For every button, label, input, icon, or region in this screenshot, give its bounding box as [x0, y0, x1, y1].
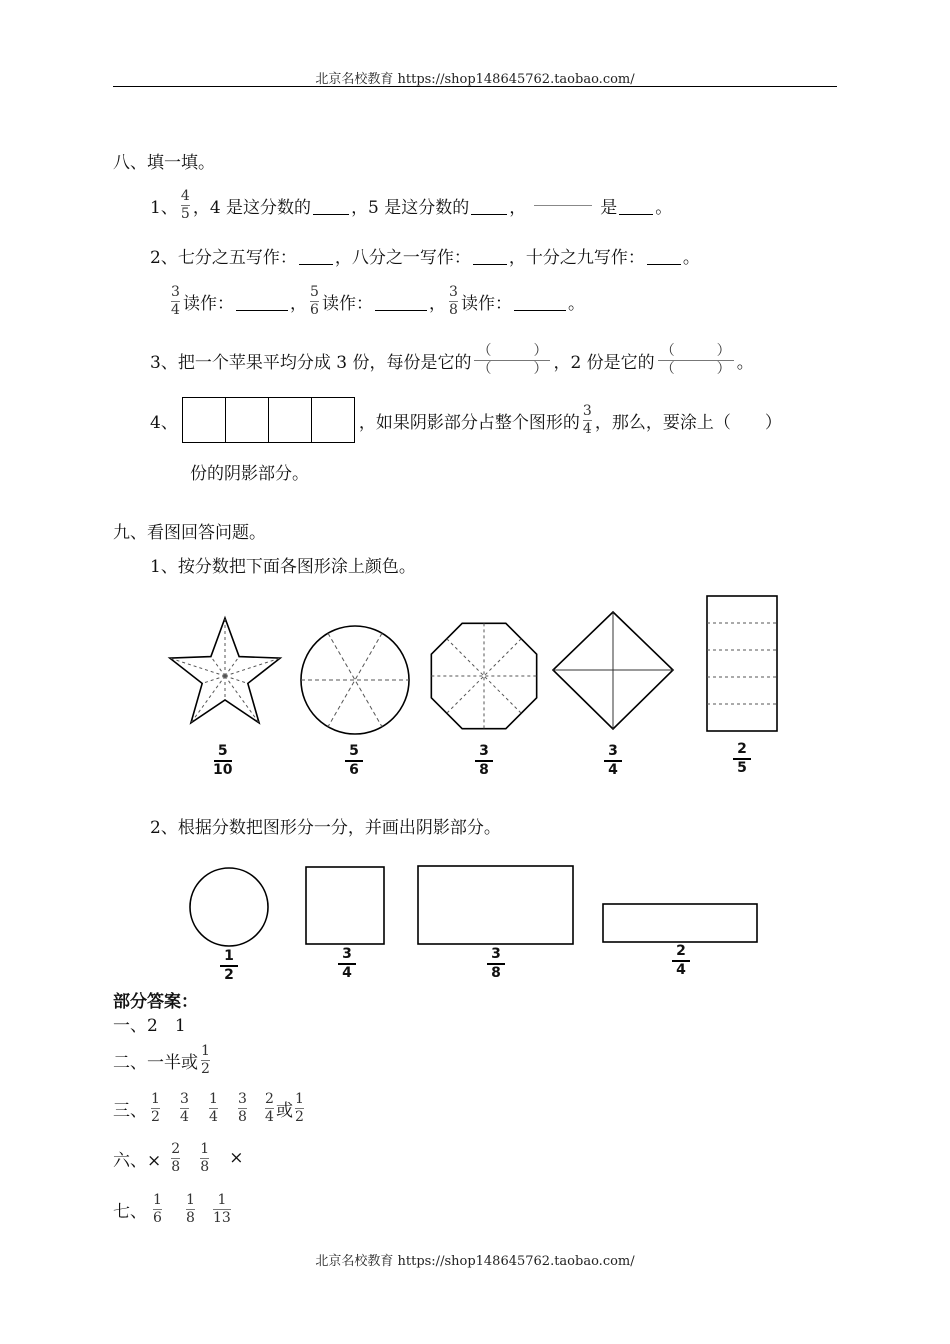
fraction: $\frac{3}{4}$: [171, 283, 180, 318]
q8-1: 1、 $\frac{4}{5}$ ，4 是这分数的 ，5 是这分数的 ， 是 。: [150, 187, 673, 222]
q8-4-cont: 份的阴影部分。: [190, 463, 309, 484]
label-2-4: 2 4: [672, 944, 690, 978]
answer-1: 一、2 1: [113, 1015, 186, 1036]
fraction-blank[interactable]: $\frac{( )}{( )}$: [658, 344, 734, 377]
section8-title: 八、填一填。: [113, 152, 215, 173]
q8-2b: $\frac{3}{4}$ 读作： ， $\frac{5}{6}$ 读作： ， $\frac{3}{8}$ 读作： 。: [171, 283, 585, 318]
plain-circle[interactable]: [190, 868, 268, 946]
fraction-3-4: $\frac{3}{4}$: [582, 402, 592, 437]
q9-2: 2、根据分数把图形分一分，并画出阴影部分。: [150, 817, 501, 838]
label-3-8: 3 8: [475, 744, 493, 778]
label-3-4: 3 4: [338, 947, 356, 981]
label-3-8: 3 8: [487, 947, 505, 981]
fraction: $\frac{3}{8}$: [449, 283, 458, 318]
answer-3: 三、 $\frac{1}{2}$ $\frac{3}{4}$ $\frac{1}{4}$ $\frac{3}{8}$ $\frac{2}{4}$ 或 $\frac{1}{2}$: [113, 1090, 304, 1125]
fraction-4-5: $\frac{4}{5}$: [180, 187, 190, 222]
q8-3: 3、把一个苹果平均分成 3 份，每份是它的 $\frac{( )}{( )}$ ，2 份是它的 $\frac{( )}{( )}$ 。: [150, 342, 754, 377]
answer-2: 二、一半或 $\frac{1}{2}$: [113, 1042, 210, 1077]
q8-4: 4、 ，如果阴影部分占整个图形的 $\frac{3}{4}$ ，那么，要涂上（ ）: [150, 405, 782, 435]
q8-2: 2、七分之五写作： ，八分之一写作： ，十分之九写作： 。: [150, 247, 700, 268]
fraction-blank[interactable]: $\frac{( )}{( )}$: [474, 344, 550, 377]
label-5-10: 5 10: [213, 743, 233, 778]
answer-7: 七、 $\frac{1}{6}$ $\frac{1}{8}$ $\frac{1}{13}$: [113, 1191, 231, 1226]
q9-1: 1、按分数把下面各图形涂上颜色。: [150, 556, 416, 577]
label-5-6: 5 6: [345, 744, 363, 778]
label-2-5: 2 5: [733, 742, 751, 776]
section9-title: 九、看图回答问题。: [113, 522, 266, 543]
plain-square[interactable]: [306, 867, 384, 944]
answers-title: 部分答案：: [113, 991, 198, 1012]
answer-6: 六、× $\frac{2}{8}$ $\frac{1}{8}$ ×: [113, 1140, 244, 1175]
label-1-2: 1 2: [220, 949, 238, 983]
plain-long-rectangle[interactable]: [603, 904, 757, 942]
label-3-4: 3 4: [604, 744, 622, 778]
fraction: $\frac{5}{6}$: [310, 283, 319, 318]
page-footer: 北京名校教育 https://shop148645762.taobao.com/: [315, 1254, 635, 1269]
plain-rectangle[interactable]: [418, 866, 573, 944]
page-header: 北京名校教育 https://shop148645762.taobao.com/: [315, 72, 635, 87]
